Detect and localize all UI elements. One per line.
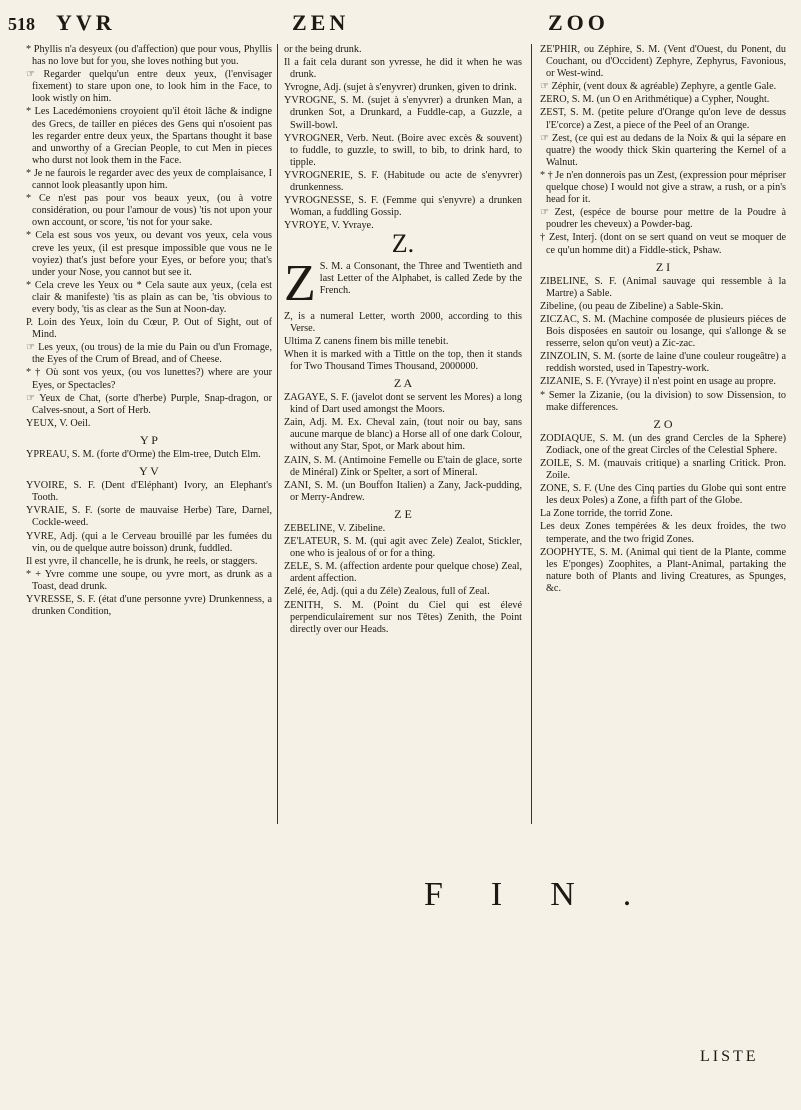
column-2 (284, 44, 522, 637)
guide-word-left: YVR (56, 10, 116, 35)
dictionary-entry: YPREAU, S. M. (forte d'Orme) the Elm-tree, Dutch Elm. (26, 449, 261, 460)
dictionary-entry: ZIBELINE, S. F. (Animal sauvage qui ressemble à la Martre) a Sable. (540, 275, 786, 299)
page-number: 518 (8, 14, 35, 34)
dictionary-entry: ZERO, S. M. (un O en Arithmétique) a Cypher, Nought. (540, 94, 770, 106)
dictionary-entry: When it is marked with a Tittle on the top, then it stands for Two Thousand Times Thousand, 2000000. (284, 348, 522, 372)
dictionary-entry: Il a fait cela durant son yvresse, he did it when he was drunk. (284, 57, 522, 81)
dictionary-entry: ZOILE, S. M. (mauvais critique) a snarling Critick. Pron. Zoile. (540, 458, 786, 482)
dictionary-entry: ZAGAYE, S. F. (javelot dont se servent les Mores) a long kind of Dart used amongst the Moors. (284, 392, 522, 416)
dictionary-entry: YEUX, V. Oeil. (26, 417, 91, 429)
section-heading-zi: Z I (655, 259, 671, 274)
section-heading-zo: Z O (653, 416, 673, 431)
dictionary-entry: Les deux Zones tempérées & les deux froides, the two temperate, and the two frigid Zones. (540, 521, 786, 545)
dictionary-entry: * Les Lacedémoniens croyoient qu'il étoit lâche & indigne des Grecs, de tailler en piéces des Gens qui n'osoient pas les regarder entre deux yeux, the Spartans thought it base and unworthy of a Grecian People, to cut Men in pieces who durst not look them in the Face. (26, 106, 272, 166)
dictionary-entry: ZODIAQUE, S. M. (un des grand Cercles de la Sphere) Zodiack, one of the great Circles of the Celestial Sphere. (540, 432, 786, 456)
dictionary-entry: * † Je n'en donnerois pas un Zest, (expression pour mépriser quelque chose) I would not give a straw, a rush, or a pin's head for it. (540, 169, 786, 206)
dictionary-entry: Zain, Adj. M. Ex. Cheval zain, (tout noir ou bay, sans aucune marque de blanc) a Horse all of one dark Colour, without any Star, Spot, or Mark about him. (284, 417, 522, 453)
catchword: LISTE (700, 1048, 759, 1065)
guide-word-center: ZEN (292, 10, 350, 35)
column-3 (540, 44, 786, 596)
dictionary-entry: Zelé, ée, Adj. (qui a du Zéle) Zealous, full of Zeal. (284, 586, 490, 598)
dictionary-entry: Yvrogne, Adj. (sujet à s'enyvrer) drunken, given to drink. (284, 82, 517, 94)
column-rule-right (531, 44, 532, 824)
dictionary-entry: ZOOPHYTE, S. M. (Animal qui tient de la Plante, comme les E'ponges) Zoophites, a Plant-Animal, partaking the nature both of Plants and living Creatures, as Spunges, &c. (540, 546, 786, 594)
dictionary-entry: P. Loin des Yeux, loin du Cœur, P. Out of Sight, out of Mind. (26, 317, 272, 341)
dictionary-entry: YVRE, Adj. (qui a le Cerveau brouillé par les fumées du vin, ou de quelque autre boisson) drunk, fuddled. (26, 530, 272, 554)
dictionary-entry: ☞ Zest, (espéce de bourse pour mettre de la Poudre à poudrer les cheveux) a Powder-bag. (540, 207, 786, 231)
dictionary-entry: ☞ Regarder quelqu'un entre deux yeux, (l'envisager fixement) to stare upon one, to look him in the Face, to look wistly on him. (26, 69, 272, 105)
section-heading-yv: Y V (139, 464, 159, 479)
dictionary-entry: YVROGNER, Verb. Neut. (Boire avec excès & souvent) to fuddle, to guzzle, to swill, to bib, to drink hard, to tipple. (284, 132, 522, 168)
dictionary-entry: YVOIRE, S. F. (Dent d'Eléphant) Ivory, an Elephant's Tooth. (26, 480, 272, 504)
section-heading-ze: Z E (394, 506, 412, 521)
dictionary-entry: YVRAIE, S. F. (sorte de mauvaise Herbe) Tare, Darnel, Cockle-weed. (26, 505, 272, 529)
drop-cap-z: Z (284, 254, 316, 312)
guide-word-right: ZOO (548, 10, 609, 35)
dictionary-entry: * Ce n'est pas pour vos beaux yeux, (ou à votre considération, ou pour l'amour de vous) 'tis not upon your own account, or score, 'tis not for your sake. (26, 193, 272, 229)
dictionary-entry: ☞ Zéphir, (vent doux & agréable) Zephyre, a gentle Gale. (540, 81, 777, 93)
section-heading-za: Z A (393, 375, 413, 390)
dictionary-entry: ZE'LATEUR, S. M. (qui agit avec Zele) Zealot, Stickler, one who is jealous of or for a thing. (284, 536, 522, 560)
dictionary-entry: * Cela creve les Yeux ou * Cela saute aux yeux, (cela est clair & manifeste) 'tis as plain as can be, 'tis obvious to every body, 'tis as clear as the Sun at Noon-day. (26, 279, 272, 315)
dictionary-entry: ZIZANIE, S. F. (Yvraye) il n'est point en usage au propre. (540, 376, 776, 388)
z-definition-text: S. M. a Consonant, the Three and Twentieth and last Letter of the Alphabet, is called Zede by the French. (319, 260, 522, 296)
dictionary-entry: † Zest, Interj. (dont on se sert quand on veut se moquer de ce qu'un homme dit) a Fiddle-stick, Pshaw. (540, 232, 786, 256)
fin-marker: FIN. (424, 876, 680, 913)
dictionary-entry: YVROGNERIE, S. F. (Habitude ou acte de s'enyvrer) drunkenness. (284, 169, 522, 194)
dictionary-entry: * † Où sont vos yeux, (ou vos lunettes?) where are your Eyes, or Spectacles? (26, 367, 272, 391)
dictionary-entry: ZANI, S. M. (un Bouffon Italien) a Zany, Jack-pudding, or Merry-Andrew. (284, 479, 522, 503)
dictionary-entry: * Je ne faurois le regarder avec des yeux de complaisance, I cannot look pleasantly upon him. (26, 167, 272, 192)
letter-heading-z: Z. (391, 229, 415, 259)
dictionary-entry: ☞ Les yeux, (ou trous) de la mie du Pain ou d'un Fromage, the Eyes of the Crum of Bread, and of Cheese. (26, 342, 272, 366)
dictionary-entry: ZEST, S. M. (petite pelure d'Orange qu'on leve de dessus l'E'corce) a Zest, a piece of the Peel of an Orange. (540, 107, 786, 131)
dictionary-entry: or the being drunk. (284, 44, 362, 55)
dictionary-entry: * Cela est sous vos yeux, ou devant vos yeux, cela vous creve les yeux, (il est presque impossible que vous ne le voyiez) that's just before your Eyes, or before you; that's under your Nose, you cannot but see it. (26, 230, 272, 278)
dictionary-entry: ☞ Zest, (ce qui est au dedans de la Noix & qui la sépare en quatre) the woody thick Skin quartering the Kernel of a Walnut. (540, 132, 786, 168)
dictionary-entry: ZE'PHIR, ou Zéphire, S. M. (Vent d'Ouest, du Ponent, du Couchant, ou d'Occident) Zephyre, Zephyrus, Favonious, or West-wind. (540, 44, 786, 80)
column-rule-left (277, 44, 278, 824)
dictionary-entry: ZICZAC, S. M. (Machine composée de plusieurs piéces de Bois disposées en sautoir ou losange, qui s'allonge & se resserre, selon qu'on veut) a Zic-zac. (540, 313, 786, 350)
dictionary-entry: YVROYE, V. Yvraye. (284, 220, 374, 232)
dictionary-entry: Il est yvre, il chancelle, he is drunk, he reels, or staggers. (26, 555, 258, 567)
dictionary-entry: Z, is a numeral Letter, worth 2000, according to this Verse. (284, 310, 522, 334)
dictionary-entry: YVRESSE, S. F. (état d'une personne yvre) Drunkenness, a drunken Condition, (26, 594, 272, 618)
dictionary-entry: La Zone torride, the torrid Zone. (540, 508, 673, 520)
dictionary-entry: YVROGNESSE, S. F. (Femme qui s'enyvre) a drunken Woman, a fuddling Gossip. (284, 195, 522, 219)
dictionary-entry: * Semer la Zizanie, (ou la division) to sow Dissension, to make differences. (540, 389, 786, 413)
dictionary-entry: ZONE, S. F. (Une des Cinq parties du Globe qui sont entre les deux Poles) a Zone, a fifth part of the Globe. (540, 483, 786, 507)
dictionary-entry: * Phyllis n'a desyeux (ou d'affection) que pour vous, Phyllis has no love but for you, she loves nothing but you. (26, 44, 272, 68)
dictionary-entry: * + Yvre comme une soupe, ou yvre mort, as drunk as a Toast, dead drunk. (26, 568, 272, 592)
running-header (0, 10, 801, 38)
dictionary-entry: ZENITH, S. M. (Point du Ciel qui est élevé perpendiculairement sur nos Têtes) Zenith, the Point directly over our Heads. (284, 599, 522, 635)
column-1 (26, 44, 272, 619)
dictionary-entry: ZINZOLIN, S. M. (sorte de laine d'une couleur rougeâtre) a reddish worsted, used in Tapestry-work. (540, 351, 786, 375)
dictionary-entry: ☞ Yeux de Chat, (sorte d'herbe) Purple, Snap-dragon, or Calves-snout, a Sort of Herb. (26, 392, 272, 416)
dictionary-entry: ZAIN, S. M. (Antimoine Femelle ou E'tain de glace, sorte de Minéral) Zink or Spelter, a sort of Mineral. (284, 454, 522, 478)
section-heading-yp: Y P (140, 432, 158, 447)
dictionary-entry: ZEBELINE, V. Zibeline. (284, 523, 386, 534)
dictionary-entry: Zibeline, (ou peau de Zibeline) a Sable-Skin. (540, 300, 724, 312)
dictionary-entry: ZELE, S. M. (affection ardente pour quelque chose) Zeal, ardent affection. (284, 561, 522, 585)
dictionary-entry: Ultima Z canens finem bis mille tenebit. (284, 335, 449, 347)
dictionary-entry: YVROGNE, S. M. (sujet à s'enyvrer) a drunken Man, a drunken Sot, a Drunkard, a Fuddle-cap, a Guzzle, a Swill-bowl. (284, 95, 522, 131)
z-definition (284, 254, 522, 312)
